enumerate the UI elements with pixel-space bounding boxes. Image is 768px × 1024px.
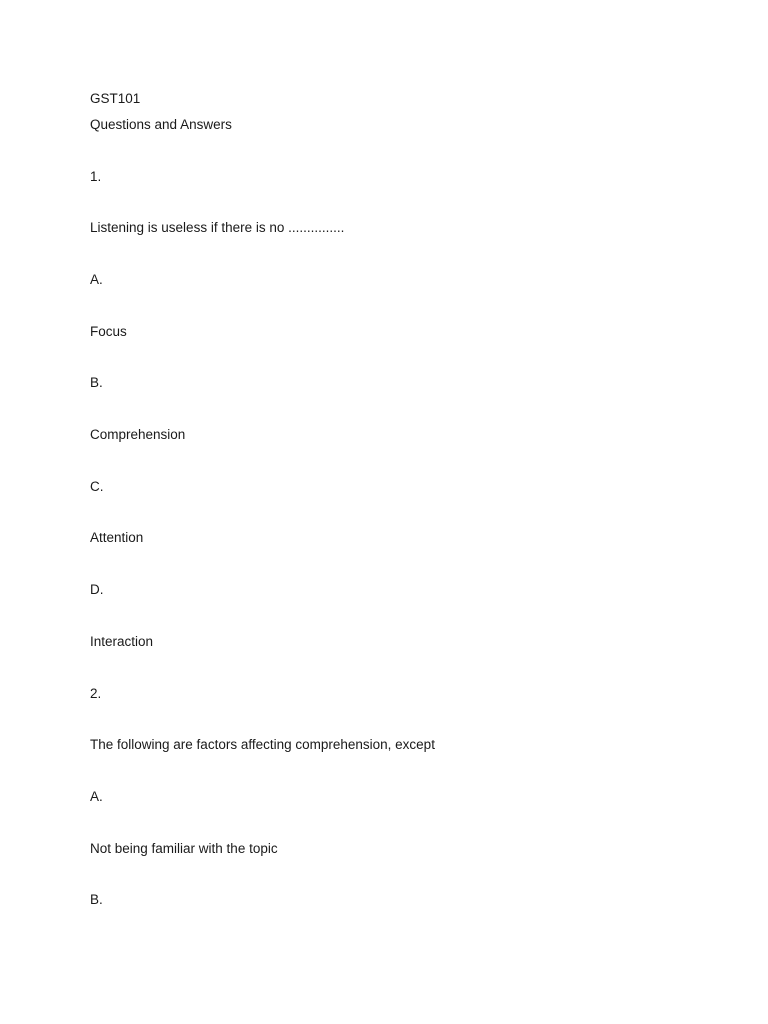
question-1-option-d-text: Interaction [90,634,154,649]
question-1-number: 1. [90,169,102,184]
course-code: GST101 [90,91,141,106]
question-2-option-a-text: Not being familiar with the topic [90,841,278,856]
question-1-option-a-text: Focus [90,324,127,339]
question-2-option-a-letter: A. [90,789,103,804]
question-2-text: The following are factors affecting comprehension, except [90,737,435,752]
document-subtitle: Questions and Answers [90,117,232,132]
question-2-option-b-letter: B. [90,892,103,907]
question-1-option-b-text: Comprehension [90,427,186,442]
question-1-option-d-letter: D. [90,582,104,597]
question-1-text: Listening is useless if there is no ............... [90,220,345,235]
question-1-option-a-letter: A. [90,272,103,287]
question-1-option-c-letter: C. [90,479,104,494]
question-2-number: 2. [90,686,102,701]
question-1-option-b-letter: B. [90,375,103,390]
question-1-option-c-text: Attention [90,530,144,545]
